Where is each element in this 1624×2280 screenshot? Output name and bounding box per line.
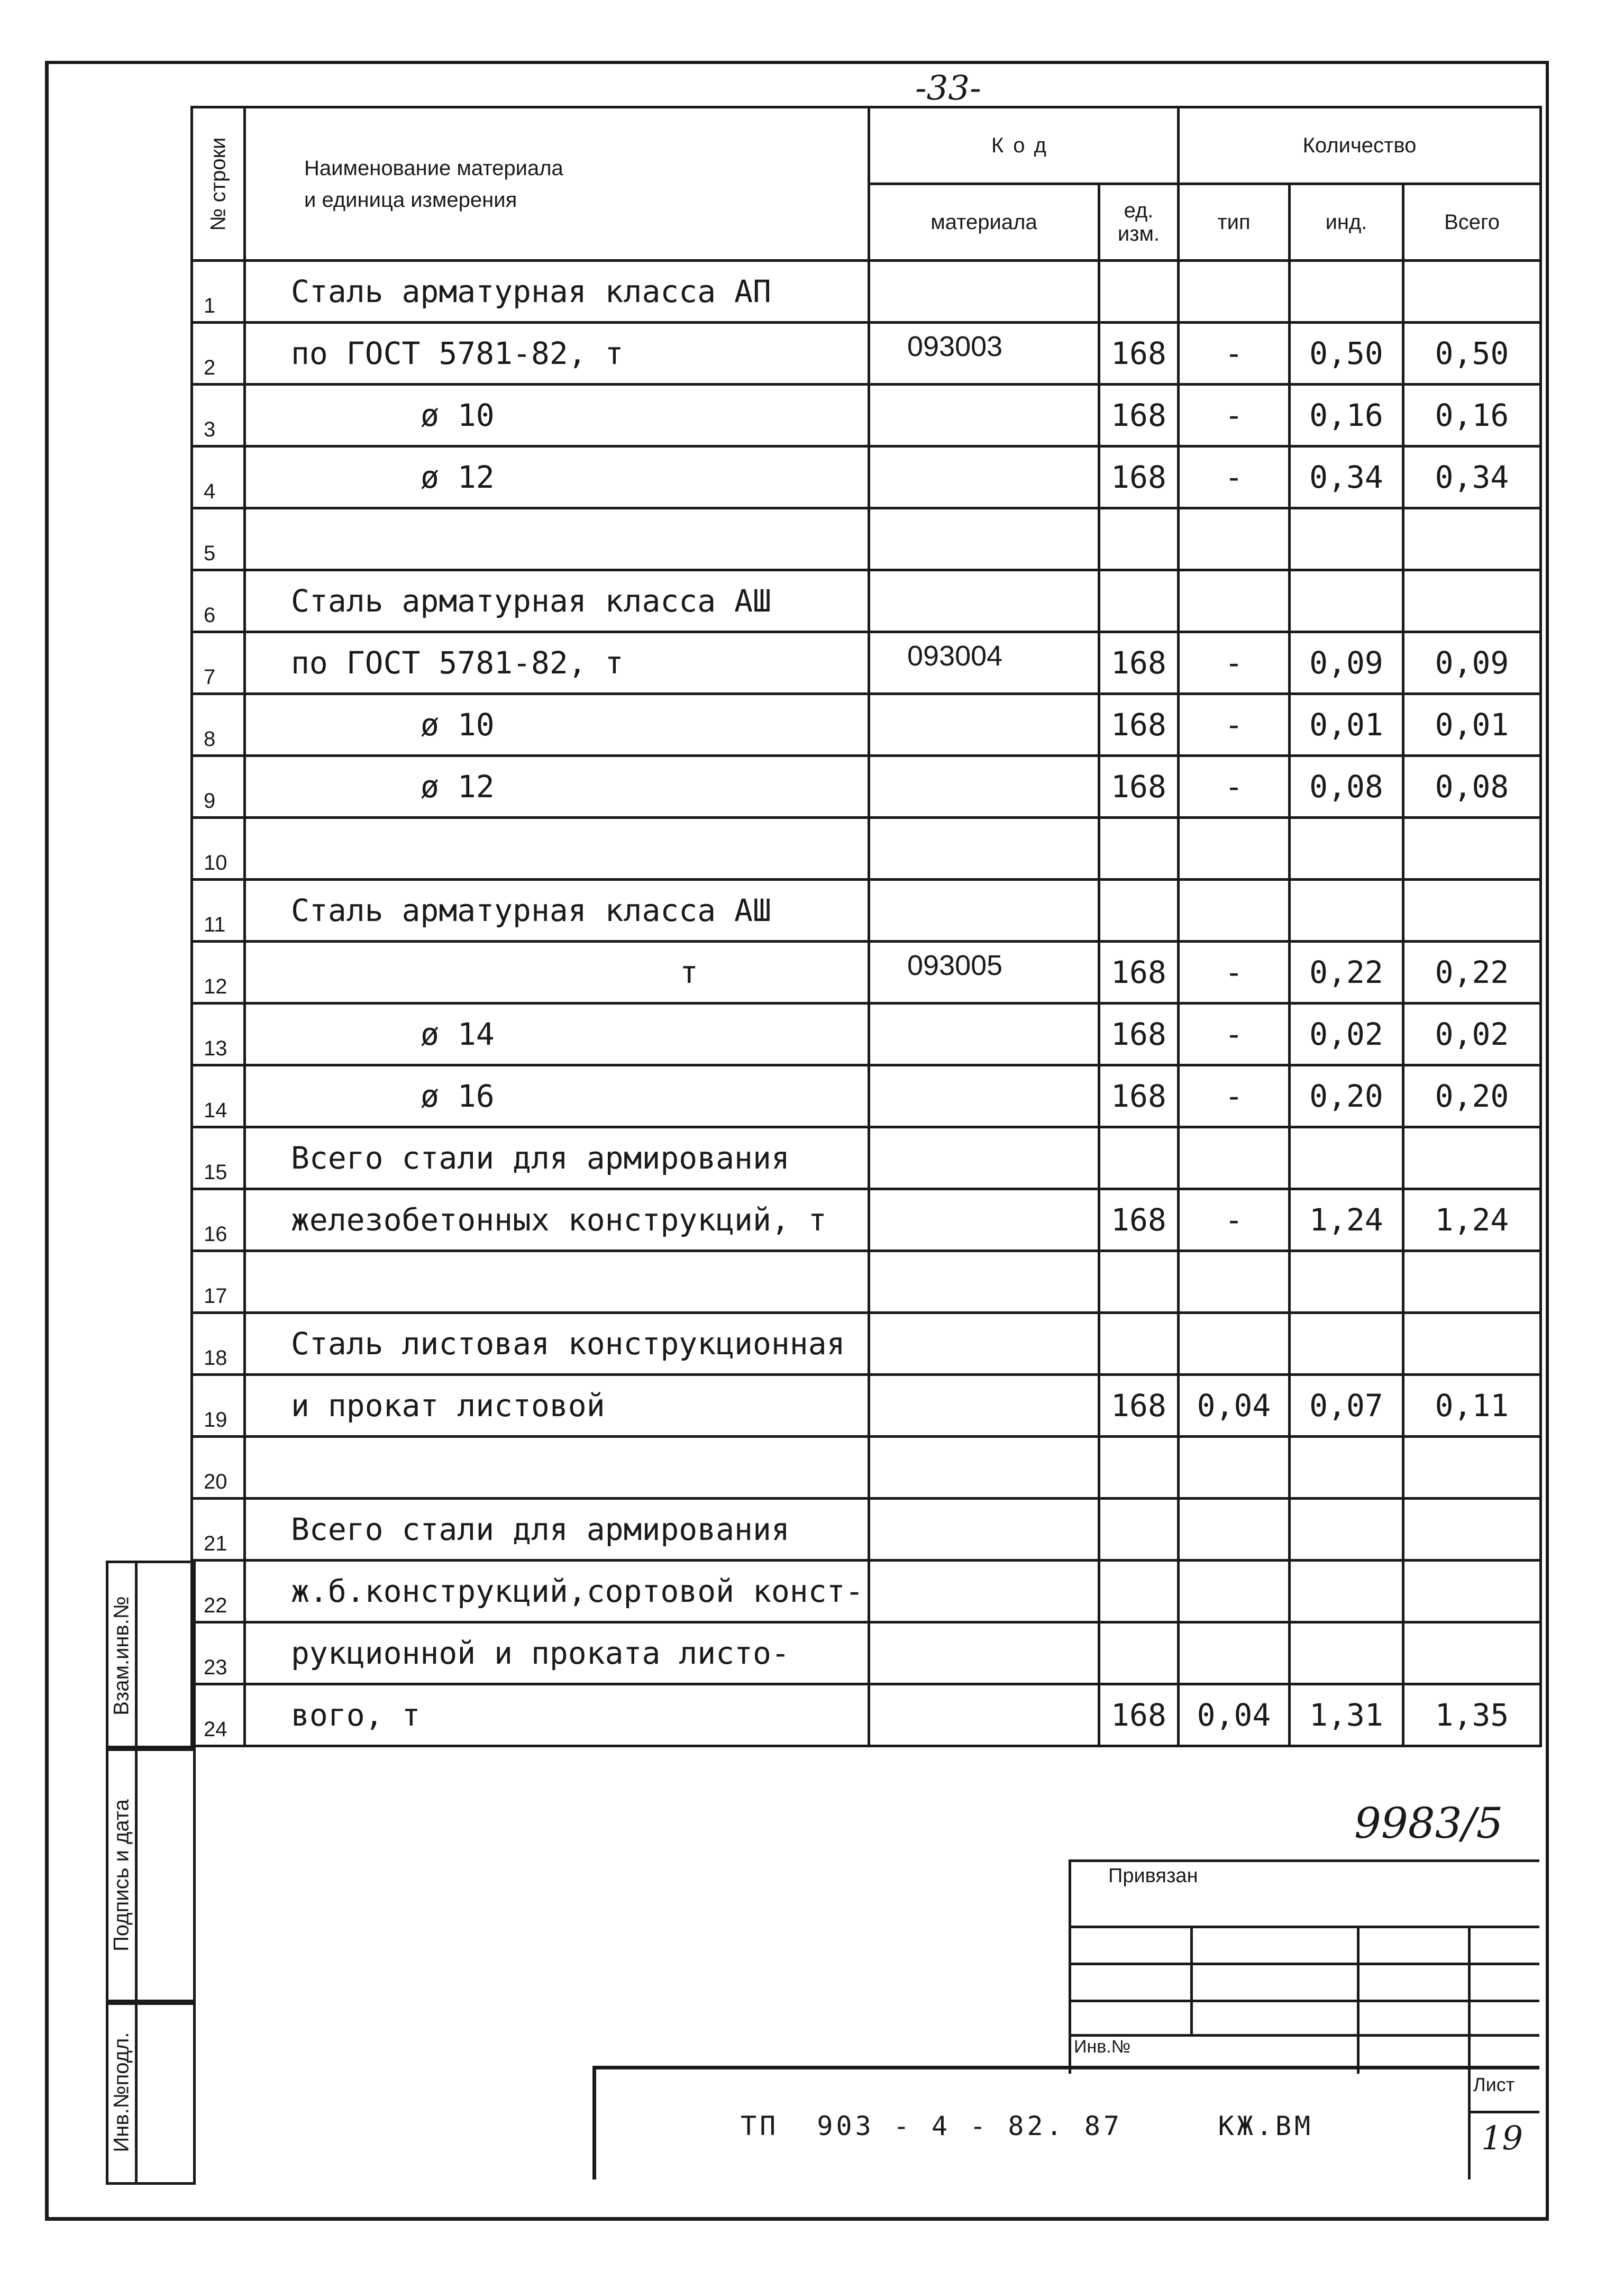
qty-total: 0,34 bbox=[1403, 446, 1541, 508]
qty-type bbox=[1179, 1561, 1290, 1622]
row-number: 13 bbox=[192, 1004, 245, 1065]
table-row bbox=[192, 570, 1541, 632]
qty-ind: 0,07 bbox=[1290, 1375, 1403, 1437]
material-name: Сталь листовая конструкционная bbox=[245, 1313, 869, 1375]
qty-total bbox=[1403, 508, 1541, 570]
qty-ind bbox=[1290, 508, 1403, 570]
qty-total: 0,16 bbox=[1403, 385, 1541, 446]
qty-ind: 0,02 bbox=[1290, 1004, 1403, 1065]
table-row bbox=[192, 1251, 1541, 1313]
table-row bbox=[192, 1004, 1541, 1065]
header-quantity: Количество bbox=[1179, 107, 1541, 184]
qty-total: 0,09 bbox=[1403, 632, 1541, 694]
material-code bbox=[869, 1065, 1099, 1127]
row-number: 10 bbox=[192, 818, 245, 880]
qty-type: - bbox=[1179, 632, 1290, 694]
row-number: 17 bbox=[192, 1251, 245, 1313]
material-code bbox=[869, 756, 1099, 818]
qty-ind: 0,34 bbox=[1290, 446, 1403, 508]
side-stamp-podpis bbox=[106, 1746, 196, 2005]
qty-ind: 1,31 bbox=[1290, 1684, 1403, 1746]
header-material-code: материала bbox=[869, 184, 1099, 261]
header-total: Всего bbox=[1403, 184, 1541, 261]
material-code bbox=[869, 570, 1099, 632]
qty-total: 1,24 bbox=[1403, 1189, 1541, 1251]
label-inv-no: Инв.№ bbox=[1074, 2037, 1131, 2057]
qty-total: 1,35 bbox=[1403, 1684, 1541, 1746]
qty-ind: 0,50 bbox=[1290, 323, 1403, 385]
table-row bbox=[192, 818, 1541, 880]
material-code bbox=[869, 1189, 1099, 1251]
material-code bbox=[869, 1499, 1099, 1561]
row-number: 11 bbox=[192, 880, 245, 942]
page-number: -33- bbox=[915, 69, 981, 108]
qty-type bbox=[1179, 570, 1290, 632]
header-material-name: Наименование материала и единица измерения bbox=[245, 107, 869, 261]
material-code bbox=[869, 1561, 1099, 1622]
side-stamp-inv-podl bbox=[106, 2000, 196, 2185]
qty-type bbox=[1179, 1127, 1290, 1189]
material-code bbox=[869, 1313, 1099, 1375]
unit-code bbox=[1099, 1499, 1179, 1561]
material-name: и прокат листовой bbox=[245, 1375, 869, 1437]
row-number: 7 bbox=[192, 632, 245, 694]
unit-code bbox=[1099, 1561, 1179, 1622]
material-code bbox=[869, 1251, 1099, 1313]
qty-total: 0,11 bbox=[1403, 1375, 1541, 1437]
qty-type bbox=[1179, 1251, 1290, 1313]
row-number: 12 bbox=[192, 942, 245, 1004]
material-name: ø 14 bbox=[245, 1004, 869, 1065]
table-row bbox=[192, 1622, 1541, 1684]
table-row bbox=[192, 756, 1541, 818]
side-label-inv-podl: Инв.№подл. bbox=[110, 2032, 133, 2153]
table-row bbox=[192, 694, 1541, 756]
material-code bbox=[869, 1375, 1099, 1437]
row-number: 24 bbox=[192, 1684, 245, 1746]
material-code bbox=[869, 1437, 1099, 1499]
material-name: Сталь арматурная класса АШ bbox=[245, 570, 869, 632]
qty-total bbox=[1403, 1127, 1541, 1189]
table-row bbox=[192, 1375, 1541, 1437]
row-number: 14 bbox=[192, 1065, 245, 1127]
material-name: по ГОСТ 5781-82, т bbox=[245, 632, 869, 694]
qty-type bbox=[1179, 1313, 1290, 1375]
qty-type: - bbox=[1179, 694, 1290, 756]
row-number: 1 bbox=[192, 261, 245, 323]
unit-code: 168 bbox=[1099, 1004, 1179, 1065]
qty-total bbox=[1403, 818, 1541, 880]
row-number: 6 bbox=[192, 570, 245, 632]
qty-ind bbox=[1290, 1499, 1403, 1561]
qty-total bbox=[1403, 1622, 1541, 1684]
unit-code: 168 bbox=[1099, 323, 1179, 385]
qty-total bbox=[1403, 1251, 1541, 1313]
unit-code: 168 bbox=[1099, 385, 1179, 446]
row-number: 8 bbox=[192, 694, 245, 756]
unit-code: 168 bbox=[1099, 1189, 1179, 1251]
row-number: 9 bbox=[192, 756, 245, 818]
table-row bbox=[192, 1499, 1541, 1561]
qty-type bbox=[1179, 1499, 1290, 1561]
row-number: 19 bbox=[192, 1375, 245, 1437]
material-code bbox=[869, 1622, 1099, 1684]
material-name: ø 12 bbox=[245, 756, 869, 818]
qty-total: 0,22 bbox=[1403, 942, 1541, 1004]
material-code bbox=[869, 880, 1099, 942]
header-code: Код bbox=[869, 107, 1179, 184]
unit-code: 168 bbox=[1099, 694, 1179, 756]
qty-ind bbox=[1290, 570, 1403, 632]
material-name: Всего стали для армирования bbox=[245, 1499, 869, 1561]
qty-type bbox=[1179, 261, 1290, 323]
qty-total: 0,20 bbox=[1403, 1065, 1541, 1127]
material-name: ø 10 bbox=[245, 385, 869, 446]
qty-ind bbox=[1290, 818, 1403, 880]
qty-type bbox=[1179, 1622, 1290, 1684]
row-number: 2 bbox=[192, 323, 245, 385]
row-number: 18 bbox=[192, 1313, 245, 1375]
material-name bbox=[245, 508, 869, 570]
archive-number: 9983/5 bbox=[1354, 1799, 1503, 1848]
table-row bbox=[192, 1313, 1541, 1375]
unit-code bbox=[1099, 1437, 1179, 1499]
qty-type: - bbox=[1179, 1065, 1290, 1127]
qty-type bbox=[1179, 1437, 1290, 1499]
material-name: рукционной и проката листо- bbox=[245, 1622, 869, 1684]
material-code bbox=[869, 818, 1099, 880]
material-name bbox=[245, 1251, 869, 1313]
material-name bbox=[245, 818, 869, 880]
material-code bbox=[869, 385, 1099, 446]
qty-total bbox=[1403, 261, 1541, 323]
qty-total: 0,01 bbox=[1403, 694, 1541, 756]
unit-code bbox=[1099, 570, 1179, 632]
side-stamp-vzam bbox=[106, 1561, 196, 1751]
table-row bbox=[192, 1684, 1541, 1746]
qty-total bbox=[1403, 570, 1541, 632]
unit-code bbox=[1099, 508, 1179, 570]
qty-total bbox=[1403, 1499, 1541, 1561]
material-code bbox=[869, 1004, 1099, 1065]
row-number: 16 bbox=[192, 1189, 245, 1251]
table-row bbox=[192, 446, 1541, 508]
qty-ind: 0,22 bbox=[1290, 942, 1403, 1004]
qty-ind bbox=[1290, 1313, 1403, 1375]
unit-code: 168 bbox=[1099, 756, 1179, 818]
qty-ind bbox=[1290, 1251, 1403, 1313]
qty-total: 0,50 bbox=[1403, 323, 1541, 385]
document-code: ТП 903 - 4 - 82. 87 КЖ.ВМ bbox=[741, 2111, 1314, 2141]
material-name: железобетонных конструкций, т bbox=[245, 1189, 869, 1251]
material-code: 093003 bbox=[869, 323, 1099, 385]
qty-total: 0,08 bbox=[1403, 756, 1541, 818]
qty-ind: 0,09 bbox=[1290, 632, 1403, 694]
header-unit: ед. изм. bbox=[1099, 184, 1179, 261]
unit-code: 168 bbox=[1099, 942, 1179, 1004]
table-row bbox=[192, 1561, 1541, 1622]
material-name: Всего стали для армирования bbox=[245, 1127, 869, 1189]
qty-total bbox=[1403, 1561, 1541, 1622]
material-name bbox=[245, 1437, 869, 1499]
qty-type: - bbox=[1179, 1189, 1290, 1251]
unit-code bbox=[1099, 1251, 1179, 1313]
unit-code bbox=[1099, 1127, 1179, 1189]
qty-ind: 0,16 bbox=[1290, 385, 1403, 446]
qty-ind: 0,20 bbox=[1290, 1065, 1403, 1127]
qty-ind: 0,01 bbox=[1290, 694, 1403, 756]
qty-type bbox=[1179, 508, 1290, 570]
side-label-podpis: Подпись и дата bbox=[110, 1799, 133, 1951]
material-name: Сталь арматурная класса АП bbox=[245, 261, 869, 323]
qty-ind bbox=[1290, 1127, 1403, 1189]
qty-type: - bbox=[1179, 385, 1290, 446]
unit-code: 168 bbox=[1099, 632, 1179, 694]
qty-ind bbox=[1290, 261, 1403, 323]
row-number: 3 bbox=[192, 385, 245, 446]
table-row bbox=[192, 942, 1541, 1004]
unit-code: 168 bbox=[1099, 1375, 1179, 1437]
material-name: вого, т bbox=[245, 1684, 869, 1746]
unit-code bbox=[1099, 880, 1179, 942]
material-name: ø 12 bbox=[245, 446, 869, 508]
row-number: 15 bbox=[192, 1127, 245, 1189]
table-row bbox=[192, 508, 1541, 570]
qty-type: - bbox=[1179, 323, 1290, 385]
unit-code bbox=[1099, 818, 1179, 880]
material-code bbox=[869, 261, 1099, 323]
unit-code bbox=[1099, 261, 1179, 323]
qty-total bbox=[1403, 1437, 1541, 1499]
row-number: 20 bbox=[192, 1437, 245, 1499]
materials-table bbox=[190, 106, 1542, 1747]
material-code bbox=[869, 1684, 1099, 1746]
qty-type bbox=[1179, 818, 1290, 880]
table-row bbox=[192, 1065, 1541, 1127]
qty-type: - bbox=[1179, 446, 1290, 508]
unit-code: 168 bbox=[1099, 1065, 1179, 1127]
table-row bbox=[192, 261, 1541, 323]
table-row bbox=[192, 385, 1541, 446]
qty-type: - bbox=[1179, 756, 1290, 818]
material-code bbox=[869, 1127, 1099, 1189]
material-code bbox=[869, 694, 1099, 756]
header-type: тип bbox=[1179, 184, 1290, 261]
table-row bbox=[192, 880, 1541, 942]
list-number: 19 bbox=[1481, 2119, 1523, 2157]
material-code: 093005 bbox=[869, 942, 1099, 1004]
qty-ind: 1,24 bbox=[1290, 1189, 1403, 1251]
qty-type: 0,04 bbox=[1179, 1375, 1290, 1437]
qty-total bbox=[1403, 1313, 1541, 1375]
unit-code: 168 bbox=[1099, 446, 1179, 508]
material-code bbox=[869, 446, 1099, 508]
row-number: 21 bbox=[192, 1499, 245, 1561]
table-row bbox=[192, 632, 1541, 694]
qty-type bbox=[1179, 880, 1290, 942]
material-name: ø 16 bbox=[245, 1065, 869, 1127]
qty-type: - bbox=[1179, 1004, 1290, 1065]
qty-ind bbox=[1290, 1561, 1403, 1622]
unit-code bbox=[1099, 1622, 1179, 1684]
qty-total: 0,02 bbox=[1403, 1004, 1541, 1065]
qty-type: - bbox=[1179, 942, 1290, 1004]
row-number: 5 bbox=[192, 508, 245, 570]
qty-total bbox=[1403, 880, 1541, 942]
side-label-vzam: Взам.инв.№ bbox=[110, 1596, 133, 1716]
header-ind: инд. bbox=[1290, 184, 1403, 261]
qty-ind bbox=[1290, 1437, 1403, 1499]
material-name: Сталь арматурная класса АШ bbox=[245, 880, 869, 942]
table-row bbox=[192, 1189, 1541, 1251]
material-name: по ГОСТ 5781-82, т bbox=[245, 323, 869, 385]
table-row bbox=[192, 1437, 1541, 1499]
header-row-number: № строки bbox=[192, 107, 245, 261]
label-list: Лист bbox=[1473, 2074, 1515, 2095]
label-privyazan: Привязан bbox=[1108, 1865, 1198, 1887]
material-name: т bbox=[245, 942, 869, 1004]
row-number: 23 bbox=[192, 1622, 245, 1684]
qty-ind bbox=[1290, 1622, 1403, 1684]
material-name: ж.б.конструкций,сортовой конст- bbox=[245, 1561, 869, 1622]
qty-ind bbox=[1290, 880, 1403, 942]
qty-type: 0,04 bbox=[1179, 1684, 1290, 1746]
row-number: 22 bbox=[192, 1561, 245, 1622]
row-number: 4 bbox=[192, 446, 245, 508]
material-name: ø 10 bbox=[245, 694, 869, 756]
table-row bbox=[192, 323, 1541, 385]
material-code: 093004 bbox=[869, 632, 1099, 694]
qty-ind: 0,08 bbox=[1290, 756, 1403, 818]
material-code bbox=[869, 508, 1099, 570]
unit-code: 168 bbox=[1099, 1684, 1179, 1746]
unit-code bbox=[1099, 1313, 1179, 1375]
table-row bbox=[192, 1127, 1541, 1189]
